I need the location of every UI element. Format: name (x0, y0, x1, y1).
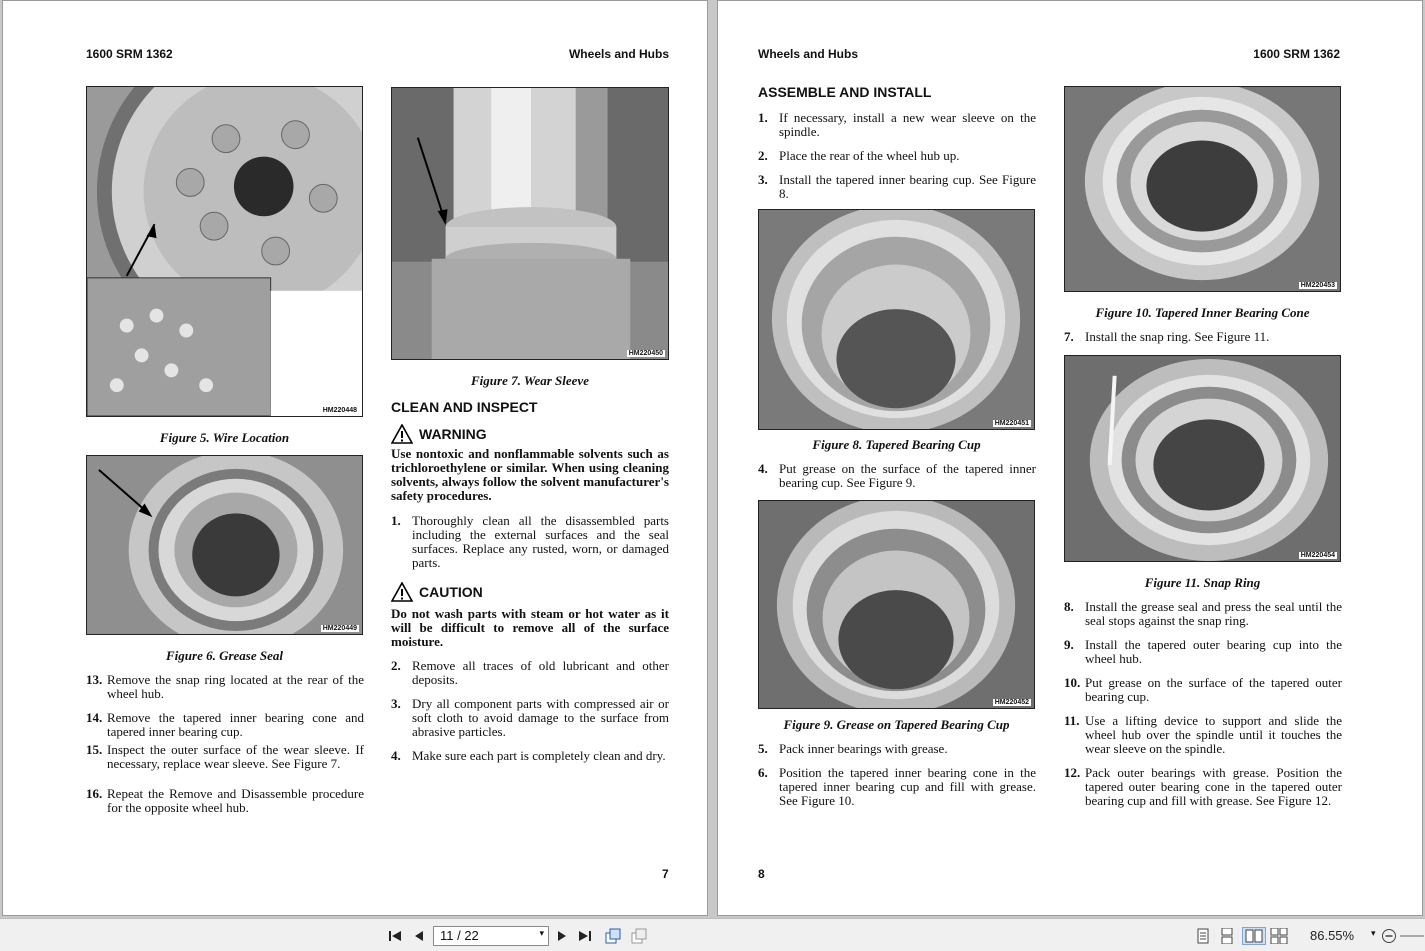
figure-9-photo (758, 500, 1035, 709)
step-text: Place the rear of the wheel hub up. (779, 148, 960, 163)
step-number: 10. (1064, 675, 1081, 690)
step-number: 13. (86, 672, 103, 687)
zoom-slider[interactable] (1400, 927, 1424, 945)
step-item (1064, 600, 1342, 628)
zoom-level[interactable]: 86.55% (1310, 928, 1355, 943)
step-number: 11. (1064, 713, 1080, 728)
prev-page-icon[interactable] (410, 927, 428, 945)
step-item (758, 111, 1036, 139)
step-item (391, 659, 669, 687)
step-text: Pack inner bearings with grease. (779, 741, 948, 756)
step-text: Remove the snap ring located at the rear of the wheel hub. (107, 672, 364, 701)
figure-5-photo (86, 86, 363, 417)
step-item (758, 149, 1036, 163)
page-7 (2, 0, 708, 916)
step-item (86, 673, 364, 701)
warning-icon (391, 424, 413, 444)
caution-label: CAUTION (419, 584, 483, 600)
viewer-toolbar (0, 918, 1425, 951)
figure-6-photo (86, 455, 363, 635)
page-number-field[interactable] (433, 926, 549, 946)
figure-8-caption: Figure 8. Tapered Bearing Cup (812, 437, 981, 452)
step-item (86, 711, 364, 739)
figure-6-caption: Figure 6. Grease Seal (166, 648, 283, 663)
step-number: 3. (758, 172, 768, 187)
step-item (391, 749, 669, 763)
page-number-7: 7 (662, 867, 669, 881)
step-number: 14. (86, 710, 103, 725)
step-text: Dry all component parts with compressed air or soft cloth to avoid damage to the surface from abrasive particles. (412, 696, 669, 739)
figure-8-photo (758, 209, 1035, 430)
header-doc-id: 1600 SRM 1362 (1253, 47, 1340, 61)
step-text: Remove the tapered inner bearing cone and tapered inner bearing cup. (107, 710, 364, 739)
step-text: Put grease on the surface of the tapered outer bearing cup. (1085, 675, 1342, 704)
step-text: Use a lifting device to support and slide the wheel hub over the spindle until it touches the wear sleeve on the spindle. (1085, 713, 1342, 756)
step-item (391, 697, 669, 739)
step-text: Repeat the Remove and Disassemble procedure for the opposite wheel hub. (107, 786, 364, 815)
figure-10-code: HM220453 (1300, 282, 1335, 289)
header-section: Wheels and Hubs (568, 47, 669, 61)
step-item (1064, 638, 1342, 666)
step-number: 12. (1064, 765, 1081, 780)
page-dropdown-icon[interactable]: ▾ (539, 928, 544, 938)
figure-10-photo (1064, 86, 1341, 292)
continuous-icon[interactable] (1218, 927, 1236, 945)
figure-11-caption: Figure 11. Snap Ring (1144, 575, 1261, 590)
header-doc-id: 1600 SRM 1362 (86, 47, 173, 61)
clean-inspect-heading: CLEAN AND INSPECT (391, 399, 538, 415)
step-number: 15. (86, 742, 103, 757)
rotate-icon[interactable] (604, 927, 622, 945)
caution-icon (391, 582, 413, 602)
step-text: Install the tapered inner bearing cup. See Figure 8. (779, 172, 1036, 201)
figure-11-photo (1064, 355, 1341, 562)
step-number: 6. (758, 765, 768, 780)
step-text: Make sure each part is completely clean and dry. (412, 748, 666, 763)
step-number: 9. (1064, 637, 1074, 652)
zoom-out-icon[interactable] (1380, 927, 1398, 945)
step-text: Thoroughly clean all the disassembled parts including the external surfaces and the seal surfaces. Replace any rusted, worn, or damaged parts. (412, 513, 669, 570)
step-text: Install the tapered outer bearing cup into the wheel hub. (1085, 637, 1342, 666)
page-8 (717, 0, 1423, 916)
step-number: 4. (758, 461, 768, 476)
step-number: 2. (758, 148, 768, 163)
step-number: 7. (1064, 329, 1074, 344)
step-text: Put grease on the surface of the tapered inner bearing cup. See Figure 9. (779, 461, 1036, 490)
step-item (758, 462, 1036, 490)
step-number: 16. (86, 786, 103, 801)
page-number-8: 8 (758, 867, 765, 881)
zoom-dropdown-icon[interactable]: ▾ (1371, 928, 1376, 938)
two-page-continuous-icon[interactable] (1270, 927, 1288, 945)
single-page-icon[interactable] (1194, 927, 1212, 945)
figure-5-caption: Figure 5. Wire Location (159, 430, 290, 445)
figure-7-photo (391, 87, 669, 360)
step-item (1064, 766, 1342, 808)
step-item (758, 742, 1036, 756)
caution-text: Do not wash parts with steam or hot water as it will be difficult to remove all of the surface moisture. (391, 606, 669, 649)
warning-text: Use nontoxic and nonflammable solvents such as trichloroethylene or similar. When using cleaning solvents, always follow the solvent manufacturer's safety procedures. (391, 446, 669, 503)
figure-10-caption: Figure 10. Tapered Inner Bearing Cone (1095, 305, 1310, 320)
figure-7-code: HM220450 (628, 350, 663, 357)
step-item (86, 787, 364, 815)
two-page-icon[interactable] (1242, 927, 1266, 945)
step-number: 8. (1064, 599, 1074, 614)
step-item (391, 514, 669, 570)
figure-9-caption: Figure 9. Grease on Tapered Bearing Cup (783, 717, 1010, 732)
figure-8-code: HM220451 (994, 420, 1029, 427)
first-page-icon[interactable] (386, 927, 404, 945)
warning-heading (391, 424, 487, 444)
figure-6-code: HM220449 (322, 625, 357, 632)
step-item (1064, 714, 1342, 756)
step-number: 5. (758, 741, 768, 756)
step-text: If necessary, install a new wear sleeve on the spindle. (779, 110, 1036, 139)
header-section: Wheels and Hubs (758, 47, 859, 61)
split-view-icon[interactable] (630, 927, 648, 945)
step-item (1064, 676, 1342, 704)
figure-5-code: HM220448 (322, 407, 357, 414)
assemble-install-heading: ASSEMBLE AND INSTALL (758, 84, 932, 100)
step-text: Pack outer bearings with grease. Position the tapered outer bearing cone in the tapered outer bearing cup and fill with grease. See Figure 12. (1085, 765, 1342, 808)
step-text: Position the tapered inner bearing cone in the tapered inner bearing cup and fill with grease. See Figure 10. (779, 765, 1036, 808)
page-number-value: 11 / 22 (440, 928, 479, 943)
warning-label: WARNING (419, 426, 487, 442)
next-page-icon[interactable] (553, 927, 571, 945)
step-number: 1. (758, 110, 768, 125)
figure-9-code: HM220452 (994, 699, 1029, 706)
step-number: 4. (391, 748, 401, 763)
step-number: 3. (391, 696, 401, 711)
figure-7-caption: Figure 7. Wear Sleeve (471, 373, 589, 388)
step-item (758, 173, 1036, 201)
figure-11-code: HM220454 (1300, 552, 1335, 559)
step-text: Install the snap ring. See Figure 11. (1085, 329, 1270, 344)
last-page-icon[interactable] (576, 927, 594, 945)
step-number: 1. (391, 513, 401, 528)
step-text: Remove all traces of old lubricant and other deposits. (412, 658, 669, 687)
step-item (86, 743, 364, 771)
step-text: Inspect the outer surface of the wear sleeve. If necessary, replace wear sleeve. See Figure 7. (107, 742, 364, 771)
caution-heading (391, 582, 483, 602)
step-item (758, 766, 1036, 808)
step-number: 2. (391, 658, 401, 673)
step-text: Install the grease seal and press the seal until the seal stops against the snap ring. (1085, 599, 1342, 628)
step-item (1064, 330, 1342, 344)
